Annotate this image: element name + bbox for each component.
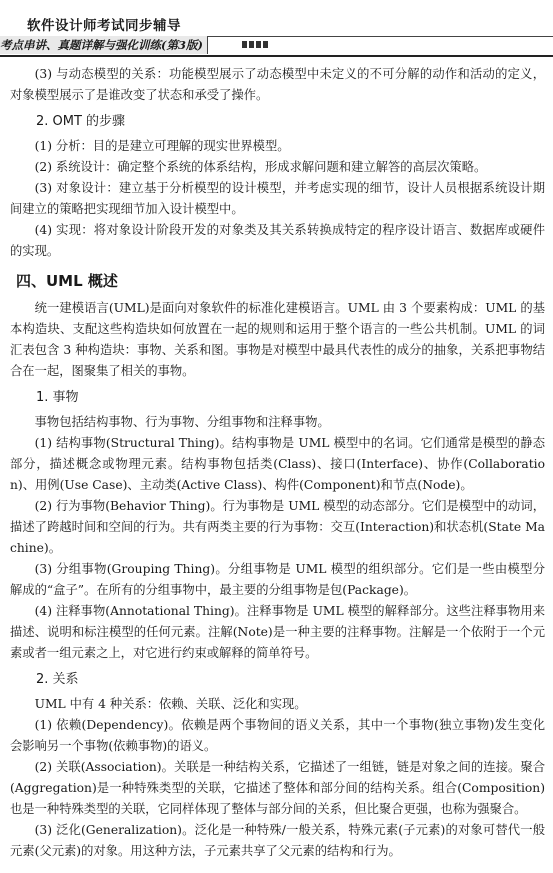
- paragraph-dynamic-model: (3) 与动态模型的关系：功能模型展示了动态模型中未定义的不可分解的动作和活动的定义，对象模型展示了是谁改变了状态和承受了操作。: [10, 67, 545, 102]
- paragraph-things-intro: 事物包括结构事物、行为事物、分组事物和注释事物。: [34, 415, 330, 429]
- page-body: [10, 64, 545, 862]
- heading-omt-steps: 2. OMT 的步骤: [36, 114, 126, 129]
- paragraph-association: (2) 关联(Association)。关联是一种结构关系，它描述了一组链，链是对象之间的连接。聚合(Aggregation)是一种特殊类型的关联，它描述了整体和部分间的结构关系。组合(Composition)也是一种特殊类型的关联，它同样体现了整体与部分间的关系，但比聚合更强，也称为强聚合。: [10, 760, 545, 816]
- paragraph-uml-intro: 统一建模语言(UML)是面向对象软件的标准化建模语言。UML 由 3 个要素构成：UML 的基本构造块、支配这些构造块如何放置在一起的规则和运用于整个语言的一些公共机制。UML 的词汇表包含 3 种构造块：事物、关系和图。事物是对模型中最具代表性的成分的抽象，关系把事物结合在一起，图聚集了相关的事物。: [10, 301, 545, 378]
- book-title: 软件设计师考试同步辅导: [27, 18, 181, 34]
- paragraph-relationships-intro: UML 中有 4 种关系：依赖、关联、泛化和实现。: [34, 697, 307, 711]
- heading-things: 1. 事物: [36, 390, 79, 405]
- paragraph-implementation: (4) 实现：将对象设计阶段开发的对象类及其关系转换成特定的程序设计语言、数据库或硬件的实现。: [10, 223, 545, 258]
- header-decoration-icon: [242, 41, 268, 48]
- book-subtitle: 考点串讲、真题详解与强化训练(第3版): [0, 36, 208, 54]
- heading-uml-overview: 四、UML 概述: [16, 272, 118, 290]
- paragraph-object-design: (3) 对象设计：建立基于分析模型的设计模型，并考虑实现的细节，设计人员根据系统设计期间建立的策略把实现细节加入设计模型中。: [10, 181, 545, 216]
- page-header: [0, 0, 553, 58]
- paragraph-system-design: (2) 系统设计：确定整个系统的体系结构，形成求解问题和建立解答的高层次策略。: [34, 160, 487, 174]
- paragraph-generalization: (3) 泛化(Generalization)。泛化是一种特殊/一般关系，特殊元素(子元素)的对象可替代一般元素(父元素)的对象。用这种方法，子元素共享了父元素的结构和行为。: [10, 823, 545, 858]
- paragraph-grouping-thing: (3) 分组事物(Grouping Thing)。分组事物是 UML 模型的组织部分。它们是一些由模型分解成的“盒子”。在所有的分组事物中，最主要的分组事物是包(Package)。: [10, 562, 545, 597]
- paragraph-dependency: (1) 依赖(Dependency)。依赖是两个事物间的语义关系，其中一个事物(独立事物)发生变化会影响另一个事物(依赖事物)的语义。: [10, 718, 545, 753]
- paragraph-analysis: (1) 分析：目的是建立可理解的现实世界模型。: [34, 139, 290, 153]
- paragraph-annotational-thing: (4) 注释事物(Annotational Thing)。注释事物是 UML 模型的解释部分。这些注释事物用来描述、说明和标注模型的任何元素。注解(Note)是一种主要的注释事物。注解是一个依附于一个元素或者一组元素之上，对它进行约束或解释的简单符号。: [10, 604, 545, 660]
- heading-relationships: 2. 关系: [36, 672, 79, 687]
- paragraph-structural-thing: (1) 结构事物(Structural Thing)。结构事物是 UML 模型中的名词。它们通常是模型的静态部分，描述概念或物理元素。结构事物包括类(Class)、接口(Interface)、协作(Collaboration)、用例(Use Case)、主动类(Active Class)、构件(Component)和节点(Node)。: [10, 436, 545, 492]
- paragraph-behavior-thing: (2) 行为事物(Behavior Thing)。行为事物是 UML 模型的动态部分。它们是模型中的动词，描述了跨越时间和空间的行为。共有两类主要的行为事物：交互(Interaction)和状态机(State Machine)。: [10, 499, 545, 555]
